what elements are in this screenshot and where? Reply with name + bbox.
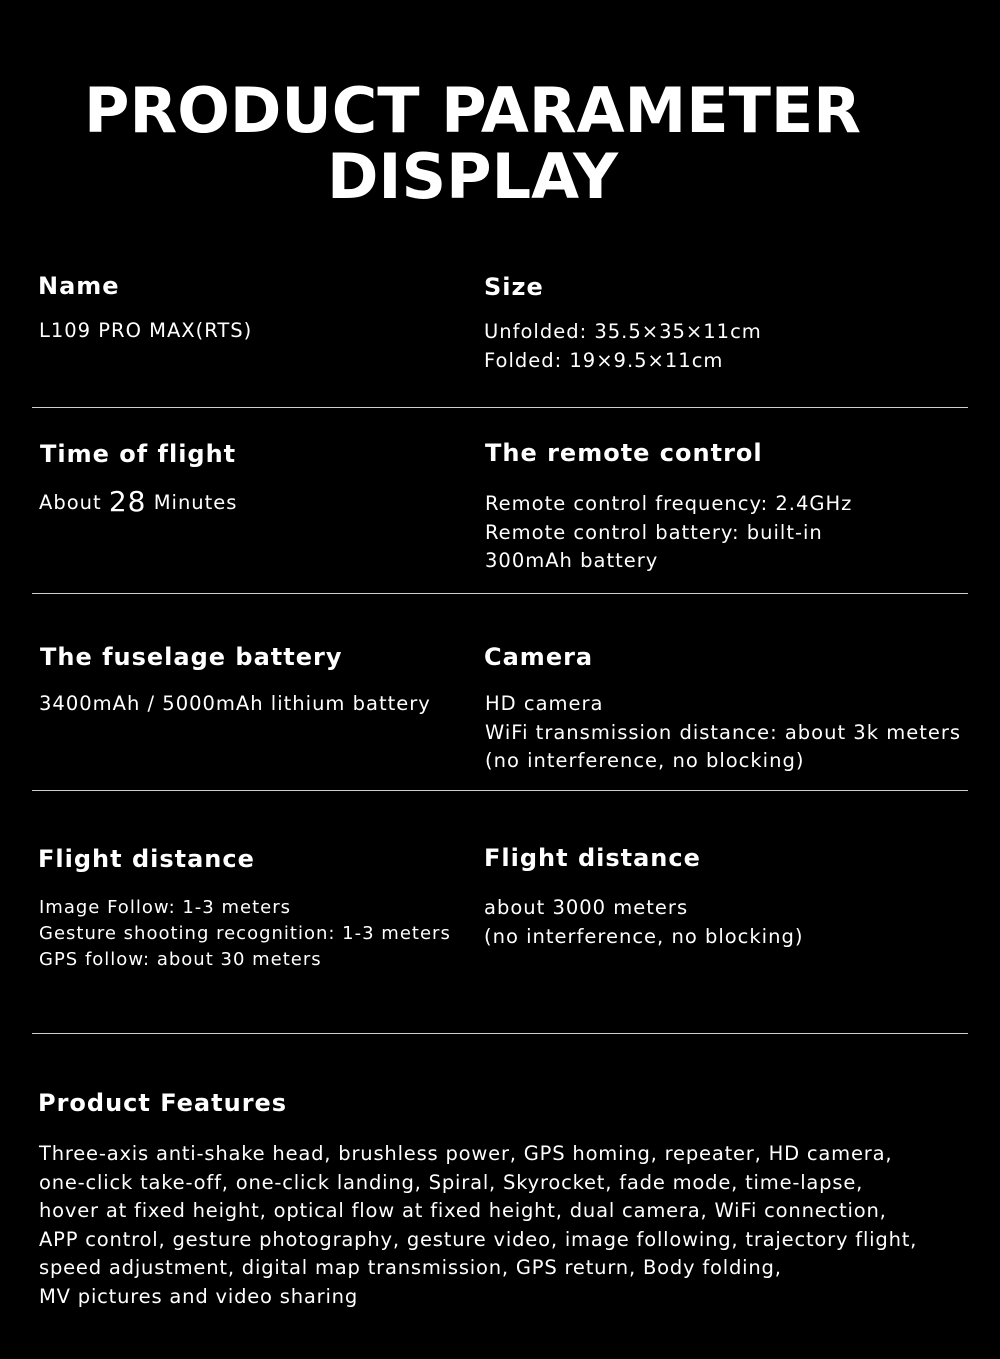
page-title: [0, 74, 945, 213]
name-value-line: L109 PRO MAX(RTS): [39, 319, 253, 342]
divider-4: [32, 1033, 968, 1034]
features-line-4: APP control, gesture photography, gesture video, image following, trajectory flight,: [39, 1227, 918, 1251]
name-heading: Name: [38, 272, 120, 300]
flight-time-suffix: Minutes: [146, 491, 238, 514]
camera-heading: Camera: [484, 643, 594, 671]
features-line-2: one-click take-off, one-click landing, Spiral, Skyrocket, fade mode, time-lapse,: [39, 1170, 864, 1194]
page-title-line-1: PRODUCT PARAMETER: [84, 74, 861, 147]
size-heading: Size: [484, 273, 544, 301]
divider-2: [32, 593, 968, 594]
features-list: [39, 1140, 917, 1311]
size-value: [484, 318, 762, 375]
remote-control-frequency: Remote control frequency: 2.4GHz: [485, 492, 853, 515]
camera-wifi-note: (no interference, no blocking): [485, 749, 805, 772]
camera-wifi-distance: WiFi transmission distance: about 3k meters: [485, 720, 962, 744]
image-follow-line: Image Follow: 1-3 meters: [39, 897, 291, 918]
gesture-recognition-line: Gesture shooting recognition: 1-3 meters: [39, 923, 451, 944]
remote-control-heading: The remote control: [485, 439, 763, 467]
divider-1: [32, 407, 968, 408]
features-line-5: speed adjustment, digital map transmission, GPS return, Body folding,: [39, 1256, 782, 1279]
camera-value: [485, 690, 961, 776]
flight-distance-range: about 3000 meters: [484, 896, 689, 919]
fuselage-battery-line: 3400mAh / 5000mAh lithium battery: [39, 692, 431, 715]
flight-time-number: 28: [108, 485, 147, 518]
flight-distance-note: (no interference, no blocking): [484, 924, 804, 948]
remote-control-battery: Remote control battery: built-in: [485, 520, 823, 544]
size-unfolded: Unfolded: 35.5×35×11cm: [484, 320, 762, 343]
size-folded: Folded: 19×9.5×11cm: [484, 348, 724, 372]
camera-type: HD camera: [485, 692, 604, 715]
features-heading: Product Features: [38, 1089, 288, 1117]
flight-distance-left-heading: Flight distance: [38, 845, 255, 873]
remote-control-value: [485, 490, 852, 576]
features-line-3: hover at fixed height, optical flow at fixed height, dual camera, WiFi connection,: [39, 1199, 887, 1222]
fuselage-battery-heading: The fuselage battery: [40, 643, 343, 671]
flight-distance-left-value: [39, 895, 451, 973]
name-value: [39, 317, 252, 346]
gps-follow-line: GPS follow: about 30 meters: [39, 949, 322, 970]
fuselage-battery-value: [39, 690, 431, 719]
flight-distance-right-heading: Flight distance: [484, 844, 701, 872]
page-title-line-2: DISPLAY: [326, 140, 619, 213]
divider-3: [32, 790, 968, 791]
features-line-6: MV pictures and video sharing: [39, 1284, 359, 1308]
flight-time-prefix: About: [39, 491, 109, 514]
features-line-1: Three-axis anti-shake head, brushless power, GPS homing, repeater, HD camera,: [39, 1142, 893, 1165]
flight-distance-right-value: [484, 894, 803, 951]
flight-time-value: [39, 485, 238, 518]
flight-time-heading: Time of flight: [40, 440, 237, 468]
remote-control-battery-capacity: 300mAh battery: [485, 549, 659, 572]
